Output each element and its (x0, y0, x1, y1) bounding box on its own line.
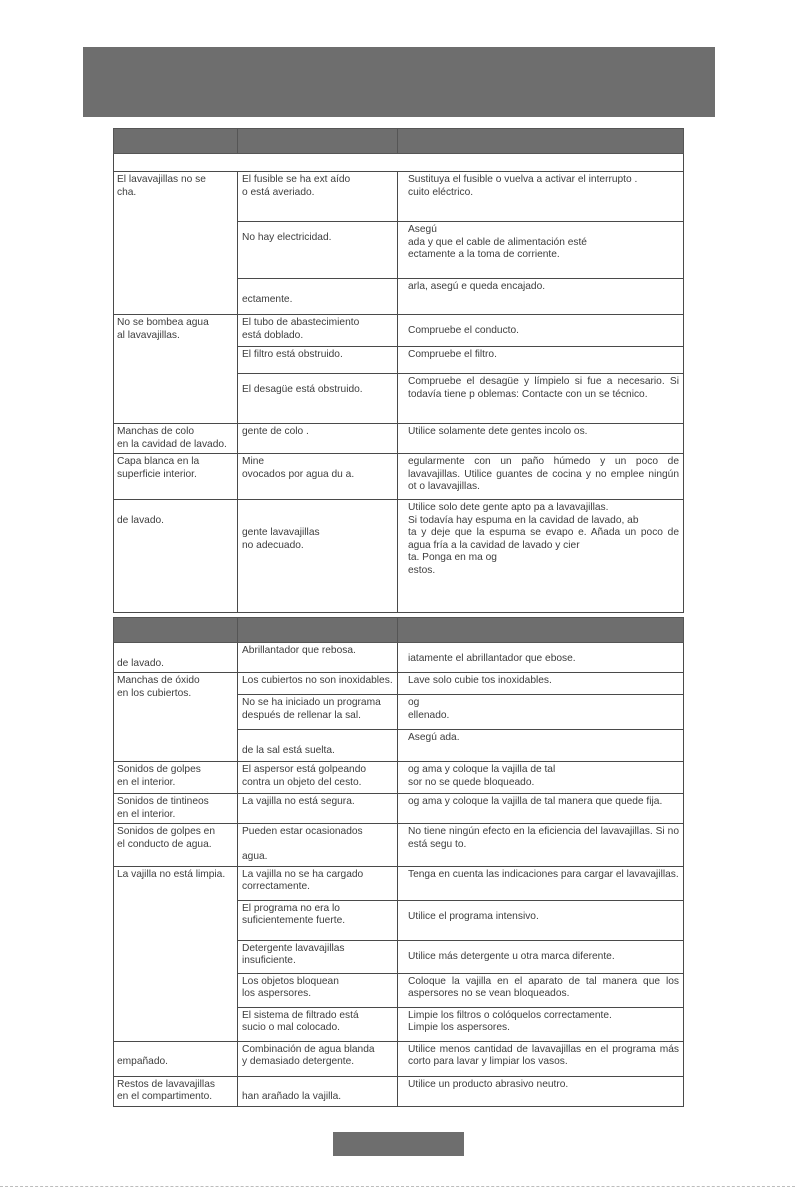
cause-cell: El filtro está obstruido. (238, 347, 398, 374)
problem-cell: Restos de lavavajillas en el compartimento. (114, 1076, 238, 1106)
cause-cell: de la sal está suelta. (238, 730, 398, 762)
table-row (114, 866, 684, 900)
table-row (114, 315, 684, 347)
solution-cell: Asegú ada y que el cable de alimentación esté ectamente a la toma de corriente. (398, 222, 684, 279)
cause-cell: ectamente. (238, 279, 398, 315)
solution-cell: Limpie los filtros o colóquelos correctamente. Limpie los aspersores. (398, 1007, 684, 1041)
cause-cell: No se ha iniciado un programa después de rellenar la sal. (238, 695, 398, 730)
cause-cell: No hay electricidad. (238, 222, 398, 279)
solution-cell: Utilice un producto abrasivo neutro. (398, 1076, 684, 1106)
cause-cell: Detergente lavavajillas insuficiente. (238, 940, 398, 973)
cause-cell: El programa no era lo suficientemente fuerte. (238, 900, 398, 940)
cause-cell: Los objetos bloquean los aspersores. (238, 973, 398, 1007)
page-header-bar (83, 47, 715, 117)
solution-cell: Tenga en cuenta las indicaciones para cargar el lavavajillas. (398, 866, 684, 900)
table-row (114, 500, 684, 613)
cause-cell: Abrillantador que rebosa. (238, 643, 398, 673)
table-header-row (114, 618, 684, 643)
table-row (114, 172, 684, 222)
cause-cell: El fusible se ha ext aído o está averiado. (238, 172, 398, 222)
solution-cell: arla, asegú e queda encajado. (398, 279, 684, 315)
table-row (114, 424, 684, 454)
solution-cell: iatamente el abrillantador que ebose. (398, 643, 684, 673)
cause-cell: Combinación de agua blanda y demasiado detergente. (238, 1041, 398, 1076)
problem-cell: El lavavajillas no se cha. (114, 172, 238, 315)
problem-cell: Capa blanca en la superficie interior. (114, 454, 238, 500)
problem-cell: de lavado. (114, 500, 238, 613)
crop-line (0, 1186, 795, 1187)
cause-cell: Los cubiertos no son inoxidables. (238, 673, 398, 695)
page-number-bar (333, 1132, 464, 1156)
cause-cell: El tubo de abastecimiento está doblado. (238, 315, 398, 347)
solution-cell: Sustituya el fusible o vuelva a activar el interrupto . cuito eléctrico. (398, 172, 684, 222)
troubleshooting-table-2 (113, 617, 684, 1107)
problem-cell: Manchas de óxido en los cubiertos. (114, 673, 238, 762)
table-row (114, 1076, 684, 1106)
table-row (114, 673, 684, 695)
solution-cell: Utilice solo dete gente apto pa a lavavajillas. Si todavía hay espuma en la cavidad de lavado, ab ta y deje que la espuma se evapo e. Añada un poco de agua fría a la cavidad de lavado y cier ta. Ponga en ma og estos. (398, 500, 684, 613)
header-cell-problem (114, 129, 238, 154)
table-row (114, 1041, 684, 1076)
cause-cell: gente lavavajillas no adecuado. (238, 500, 398, 613)
problem-cell: La vajilla no está limpia. (114, 866, 238, 1041)
problem-cell: empañado. (114, 1041, 238, 1076)
table-row (114, 794, 684, 824)
cause-cell: Pueden estar ocasionados agua. (238, 824, 398, 867)
cause-cell: han arañado la vajilla. (238, 1076, 398, 1106)
problem-cell: Sonidos de golpes en el conducto de agua. (114, 824, 238, 867)
table-row (114, 643, 684, 673)
cause-cell: La vajilla no está segura. (238, 794, 398, 824)
problem-cell: Sonidos de golpes en el interior. (114, 762, 238, 794)
solution-cell: Coloque la vajilla en el aparato de tal manera que los aspersores no se vean bloqueados. (398, 973, 684, 1007)
solution-cell: Utilice el programa intensivo. (398, 900, 684, 940)
solution-cell: Utilice más detergente u otra marca diferente. (398, 940, 684, 973)
table-row (114, 824, 684, 867)
header-cell-solution (398, 129, 684, 154)
cause-cell: El sistema de filtrado está sucio o mal colocado. (238, 1007, 398, 1041)
solution-cell: og ama y coloque la vajilla de tal sor no se quede bloqueado. (398, 762, 684, 794)
problem-cell: Sonidos de tintineos en el interior. (114, 794, 238, 824)
table-row (114, 454, 684, 500)
solution-cell: Lave solo cubie tos inoxidables. (398, 673, 684, 695)
table-row (114, 762, 684, 794)
solution-cell: Utilice solamente dete gentes incolo os. (398, 424, 684, 454)
solution-cell: egularmente con un paño húmedo y un poco de lavavajillas. Utilice guantes de cocina y no emplee ningún ot o lavavajillas. (398, 454, 684, 500)
solution-cell: og ama y coloque la vajilla de tal manera que quede fija. (398, 794, 684, 824)
cause-cell: La vajilla no se ha cargado correctamente. (238, 866, 398, 900)
header-cell-problem (114, 618, 238, 643)
cause-cell: El aspersor está golpeando contra un objeto del cesto. (238, 762, 398, 794)
solution-cell: Compruebe el filtro. (398, 347, 684, 374)
solution-cell: Compruebe el conducto. (398, 315, 684, 347)
header-cell-solution (398, 618, 684, 643)
header-cell-cause (238, 129, 398, 154)
solution-cell: og ellenado. (398, 695, 684, 730)
problem-cell: de lavado. (114, 643, 238, 673)
problem-cell: No se bombea agua al lavavajillas. (114, 315, 238, 424)
solution-cell: No tiene ningún efecto en la eficiencia del lavavajillas. Si no está segu to. (398, 824, 684, 867)
table-header-row (114, 129, 684, 154)
solution-cell: Asegú ada. (398, 730, 684, 762)
problem-cell: Manchas de colo en la cavidad de lavado. (114, 424, 238, 454)
troubleshooting-table-1 (113, 128, 684, 613)
cause-cell: gente de colo . (238, 424, 398, 454)
cause-cell: Mine ovocados por agua du a. (238, 454, 398, 500)
solution-cell: Compruebe el desagüe y límpielo si fue a necesario. Si todavía tiene p oblemas: Contacte con un se técnico. (398, 374, 684, 424)
solution-cell: Utilice menos cantidad de lavavajillas en el programa más corto para lavar y limpiar los vasos. (398, 1041, 684, 1076)
header-cell-cause (238, 618, 398, 643)
cause-cell: El desagüe está obstruido. (238, 374, 398, 424)
